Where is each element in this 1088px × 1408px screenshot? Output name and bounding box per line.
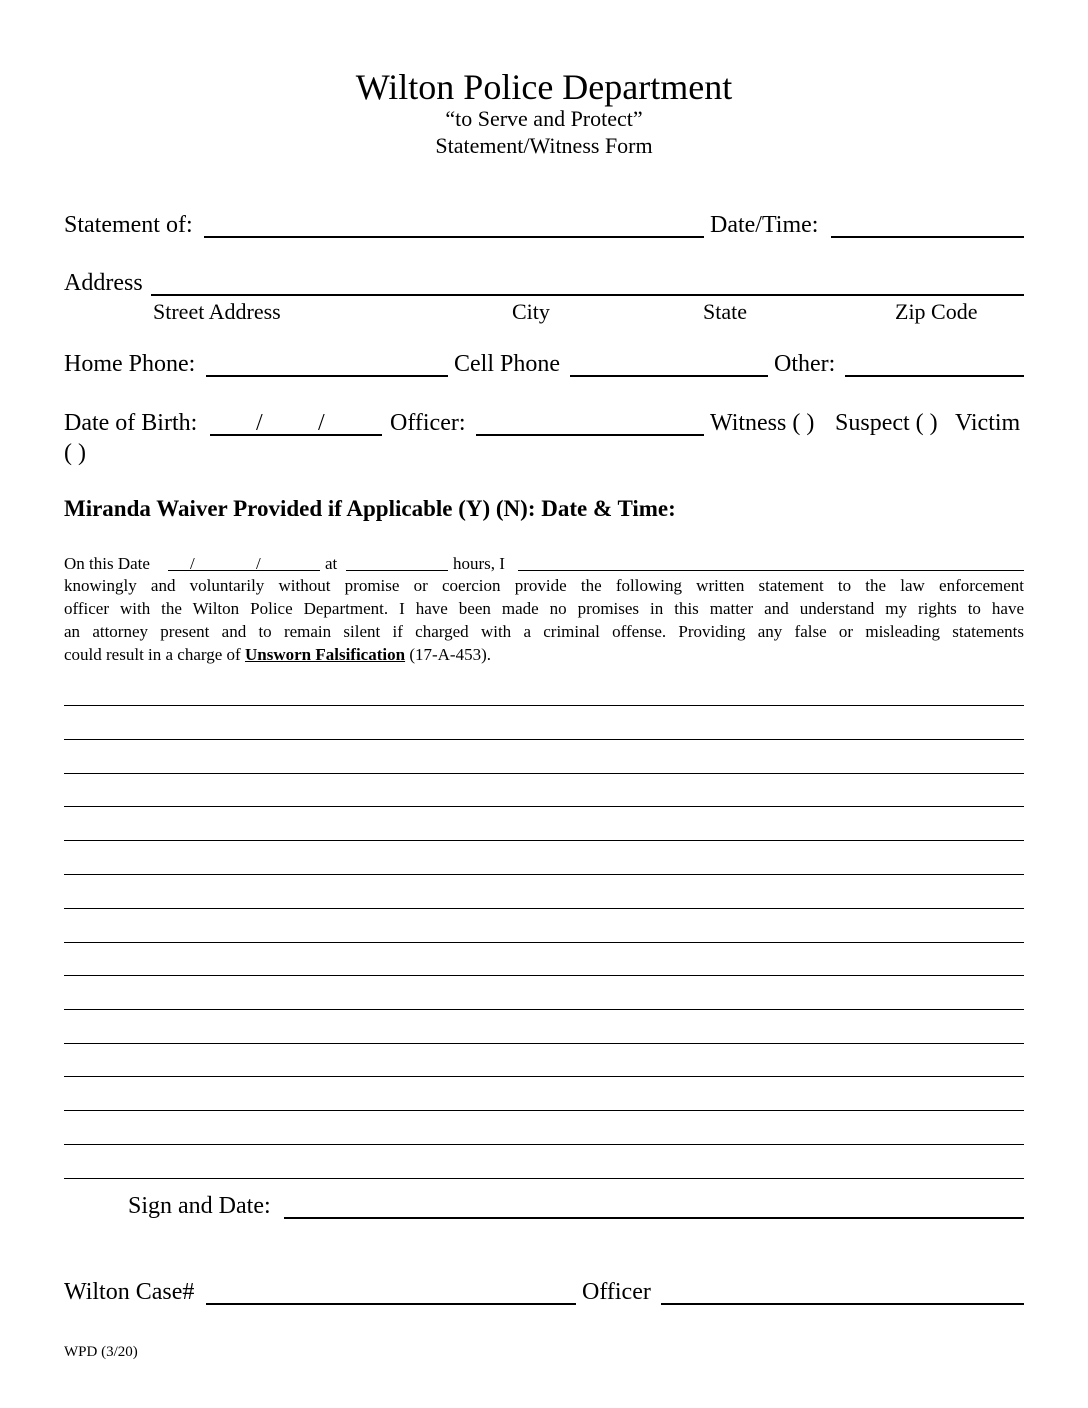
statement-line[interactable] — [64, 1009, 1024, 1010]
dob-field[interactable] — [210, 434, 382, 436]
statement-line[interactable] — [64, 874, 1024, 875]
page-title: Wilton Police Department — [355, 67, 733, 107]
declaration-line-5-text: could result in a charge of — [64, 645, 241, 664]
statement-line[interactable] — [64, 908, 1024, 909]
cell-phone-label: Cell Phone — [454, 351, 560, 377]
home-phone-label: Home Phone: — [64, 351, 196, 377]
other-phone-label: Other: — [774, 351, 836, 377]
statement-line[interactable] — [64, 1144, 1024, 1145]
statement-line[interactable] — [64, 1178, 1024, 1179]
victim-checkbox[interactable]: ( ) — [64, 440, 86, 466]
case-number-field[interactable] — [206, 1303, 576, 1305]
cell-phone-field[interactable] — [570, 375, 768, 377]
declaration-date-sep-2: / — [256, 554, 261, 573]
statement-line[interactable] — [64, 975, 1024, 976]
suspect-checkbox[interactable]: Suspect ( ) — [835, 410, 938, 436]
other-phone-field[interactable] — [845, 375, 1024, 377]
victim-label: Victim — [955, 410, 1021, 436]
city-caption: City — [512, 299, 550, 324]
street-address-caption: Street Address — [153, 299, 281, 324]
form-name: Statement/Witness Form — [435, 133, 653, 158]
statement-line[interactable] — [64, 705, 1024, 706]
motto: “to Serve and Protect” — [445, 106, 643, 131]
declarant-name-field[interactable] — [518, 570, 1024, 571]
statement-line[interactable] — [64, 1043, 1024, 1044]
state-caption: State — [703, 299, 747, 324]
on-this-date-label: On this Date — [64, 554, 150, 573]
witness-checkbox[interactable]: Witness ( ) — [710, 410, 815, 436]
declaration-line-3: officer with the Wilton Police Department. I have been made no promises in this matter and understand my rights to have — [64, 599, 1024, 618]
statement-of-field[interactable] — [204, 236, 704, 238]
statement-of-label: Statement of: — [64, 212, 193, 238]
hours-i-label: hours, I — [453, 554, 505, 573]
statute-reference: (17-A-453). — [409, 645, 491, 664]
at-label: at — [325, 554, 338, 573]
declaration-hours-field[interactable] — [346, 570, 448, 571]
home-phone-field[interactable] — [206, 375, 448, 377]
declaration-date-sep-1: / — [190, 554, 195, 573]
statement-line[interactable] — [64, 773, 1024, 774]
statement-line[interactable] — [64, 840, 1024, 841]
dob-label: Date of Birth: — [64, 410, 198, 436]
declaration-line-4: an attorney present and to remain silent if charged with a criminal offense. Providing any false or misleading statements — [64, 622, 1024, 641]
zip-code-caption: Zip Code — [895, 299, 978, 324]
officer-field[interactable] — [476, 434, 704, 436]
declaration-line-5 — [64, 643, 1024, 666]
statement-line[interactable] — [64, 806, 1024, 807]
date-time-label: Date/Time: — [710, 212, 819, 238]
officer-label: Officer: — [390, 410, 466, 436]
statement-line[interactable] — [64, 1076, 1024, 1077]
miranda-heading: Miranda Waiver Provided if Applicable (Y) (N): Date & Time: — [64, 496, 676, 521]
unsworn-falsification-text: Unsworn Falsification — [244, 645, 406, 664]
case-number-label: Wilton Case# — [64, 1279, 195, 1305]
footer-officer-field[interactable] — [661, 1303, 1024, 1305]
address-label: Address — [64, 270, 143, 296]
sign-and-date-label: Sign and Date: — [128, 1193, 271, 1219]
dob-separator-1: / — [256, 410, 263, 436]
form-code: WPD (3/20) — [64, 1344, 138, 1360]
sign-and-date-field[interactable] — [284, 1217, 1024, 1219]
date-time-field[interactable] — [831, 236, 1024, 238]
address-field[interactable] — [151, 294, 1024, 296]
statement-line[interactable] — [64, 1110, 1024, 1111]
statement-line[interactable] — [64, 942, 1024, 943]
declaration-line-2: knowingly and voluntarily without promise or coercion provide the following written statement to the law enforcement — [64, 576, 1024, 595]
dob-separator-2: / — [318, 410, 325, 436]
statement-line[interactable] — [64, 739, 1024, 740]
footer-officer-label: Officer — [582, 1279, 651, 1305]
